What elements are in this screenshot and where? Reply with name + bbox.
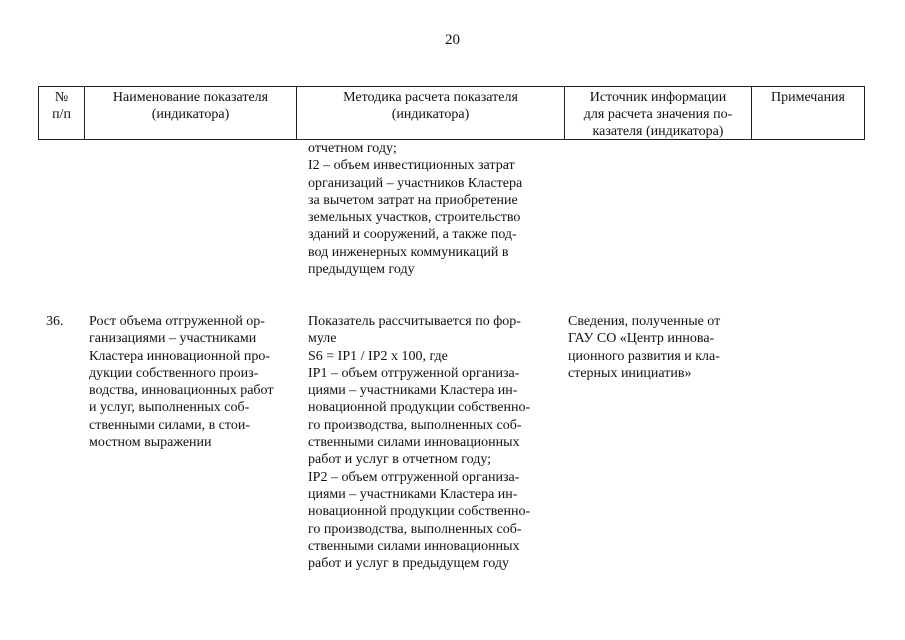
- row36-methodology-line: ственными силами инновационных: [308, 435, 520, 451]
- continuation-line: зданий и сооружений, а также под-: [308, 227, 517, 243]
- row36-methodology-line: Показатель рассчитывается по фор-: [308, 314, 521, 329]
- row36-source: [568, 313, 720, 382]
- row36-name-line: мостном выражении: [89, 435, 212, 451]
- row36-source-line: ГАУ СО «Центр иннова-: [568, 331, 715, 347]
- row36-methodology-line: муле: [308, 331, 337, 347]
- header-number-line-2: п/п: [52, 107, 71, 122]
- row36-number: 36.: [46, 314, 64, 329]
- row36-name-line: дукции собственного произ-: [89, 365, 259, 381]
- header-name-line-1: Наименование показателя: [112, 90, 269, 105]
- table-header: [38, 86, 865, 140]
- header-methodology-line-1: Методика расчета показателя: [343, 90, 518, 105]
- header-name-line-2: (индикатора): [151, 107, 230, 122]
- row36-name-line: Кластера инновационной про-: [89, 348, 271, 364]
- continuation-line: земельных участков, строительство: [308, 210, 521, 226]
- header-source-line-1: Источник информации: [589, 90, 727, 105]
- row36-methodology-line: IP1 – объем отгруженной организа-: [308, 365, 520, 381]
- row36-name-line: Рост объема отгруженной ор-: [89, 314, 265, 329]
- continuation-methodology: [308, 140, 522, 278]
- continuation-line: отчетном году;: [308, 141, 397, 156]
- continuation-line: за вычетом затрат на приобретение: [308, 192, 518, 208]
- header-methodology-cell: [296, 87, 564, 139]
- row36-methodology-line: ственными силами инновационных: [308, 538, 520, 554]
- row36-name-line: водства, инновационных работ: [89, 383, 274, 399]
- row36-methodology-line: новационной продукции собственно-: [308, 400, 531, 416]
- row36-methodology-line: новационной продукции собственно-: [308, 504, 531, 520]
- header-source-cell: [564, 87, 751, 139]
- continuation-line: I2 – объем инвестиционных затрат: [308, 158, 515, 174]
- header-source-line-3: казателя (индикатора): [592, 124, 724, 139]
- row36-methodology-line: го производства, выполненных соб-: [308, 521, 522, 537]
- row36-source-line: Сведения, полученные от: [568, 314, 721, 329]
- row36-source-line: ционного развития и кла-: [568, 348, 720, 364]
- row36-methodology-line: циями – участниками Кластера ин-: [308, 383, 518, 399]
- continuation-line: вод инженерных коммуникаций в: [308, 244, 509, 260]
- header-notes-cell: [751, 87, 865, 139]
- header-name-cell: [84, 87, 296, 139]
- row36-methodology-line: работ и услуг в предыдущем году: [308, 556, 509, 572]
- continuation-line: предыдущем году: [308, 262, 415, 278]
- row36-name-line: ственными силами, в стои-: [89, 417, 250, 433]
- row36-name-line: ганизациями – участниками: [89, 331, 257, 347]
- continuation-line: организаций – участников Кластера: [308, 175, 523, 191]
- row36-methodology-line: IP2 – объем отгруженной организа-: [308, 469, 520, 485]
- row36-methodology-line: S6 = IP1 / IP2 x 100, где: [308, 348, 448, 364]
- header-number-line-1: №: [54, 90, 69, 105]
- row36-methodology: [308, 313, 530, 572]
- row36-methodology-line: циями – участниками Кластера ин-: [308, 486, 518, 502]
- row36-source-line: стерных инициатив»: [568, 365, 692, 381]
- header-methodology-line-2: (индикатора): [391, 107, 470, 122]
- header-notes-line-1: Примечания: [770, 90, 845, 105]
- row36-name-line: и услуг, выполненных соб-: [89, 400, 250, 416]
- header-source-line-2: для расчета значения по-: [583, 107, 733, 122]
- row36-methodology-line: го производства, выполненных соб-: [308, 417, 522, 433]
- row36-methodology-line: работ и услуг в отчетном году;: [308, 452, 492, 468]
- row36-name: [89, 313, 273, 451]
- page-number: 20: [445, 32, 460, 48]
- header-number-cell: [38, 87, 84, 139]
